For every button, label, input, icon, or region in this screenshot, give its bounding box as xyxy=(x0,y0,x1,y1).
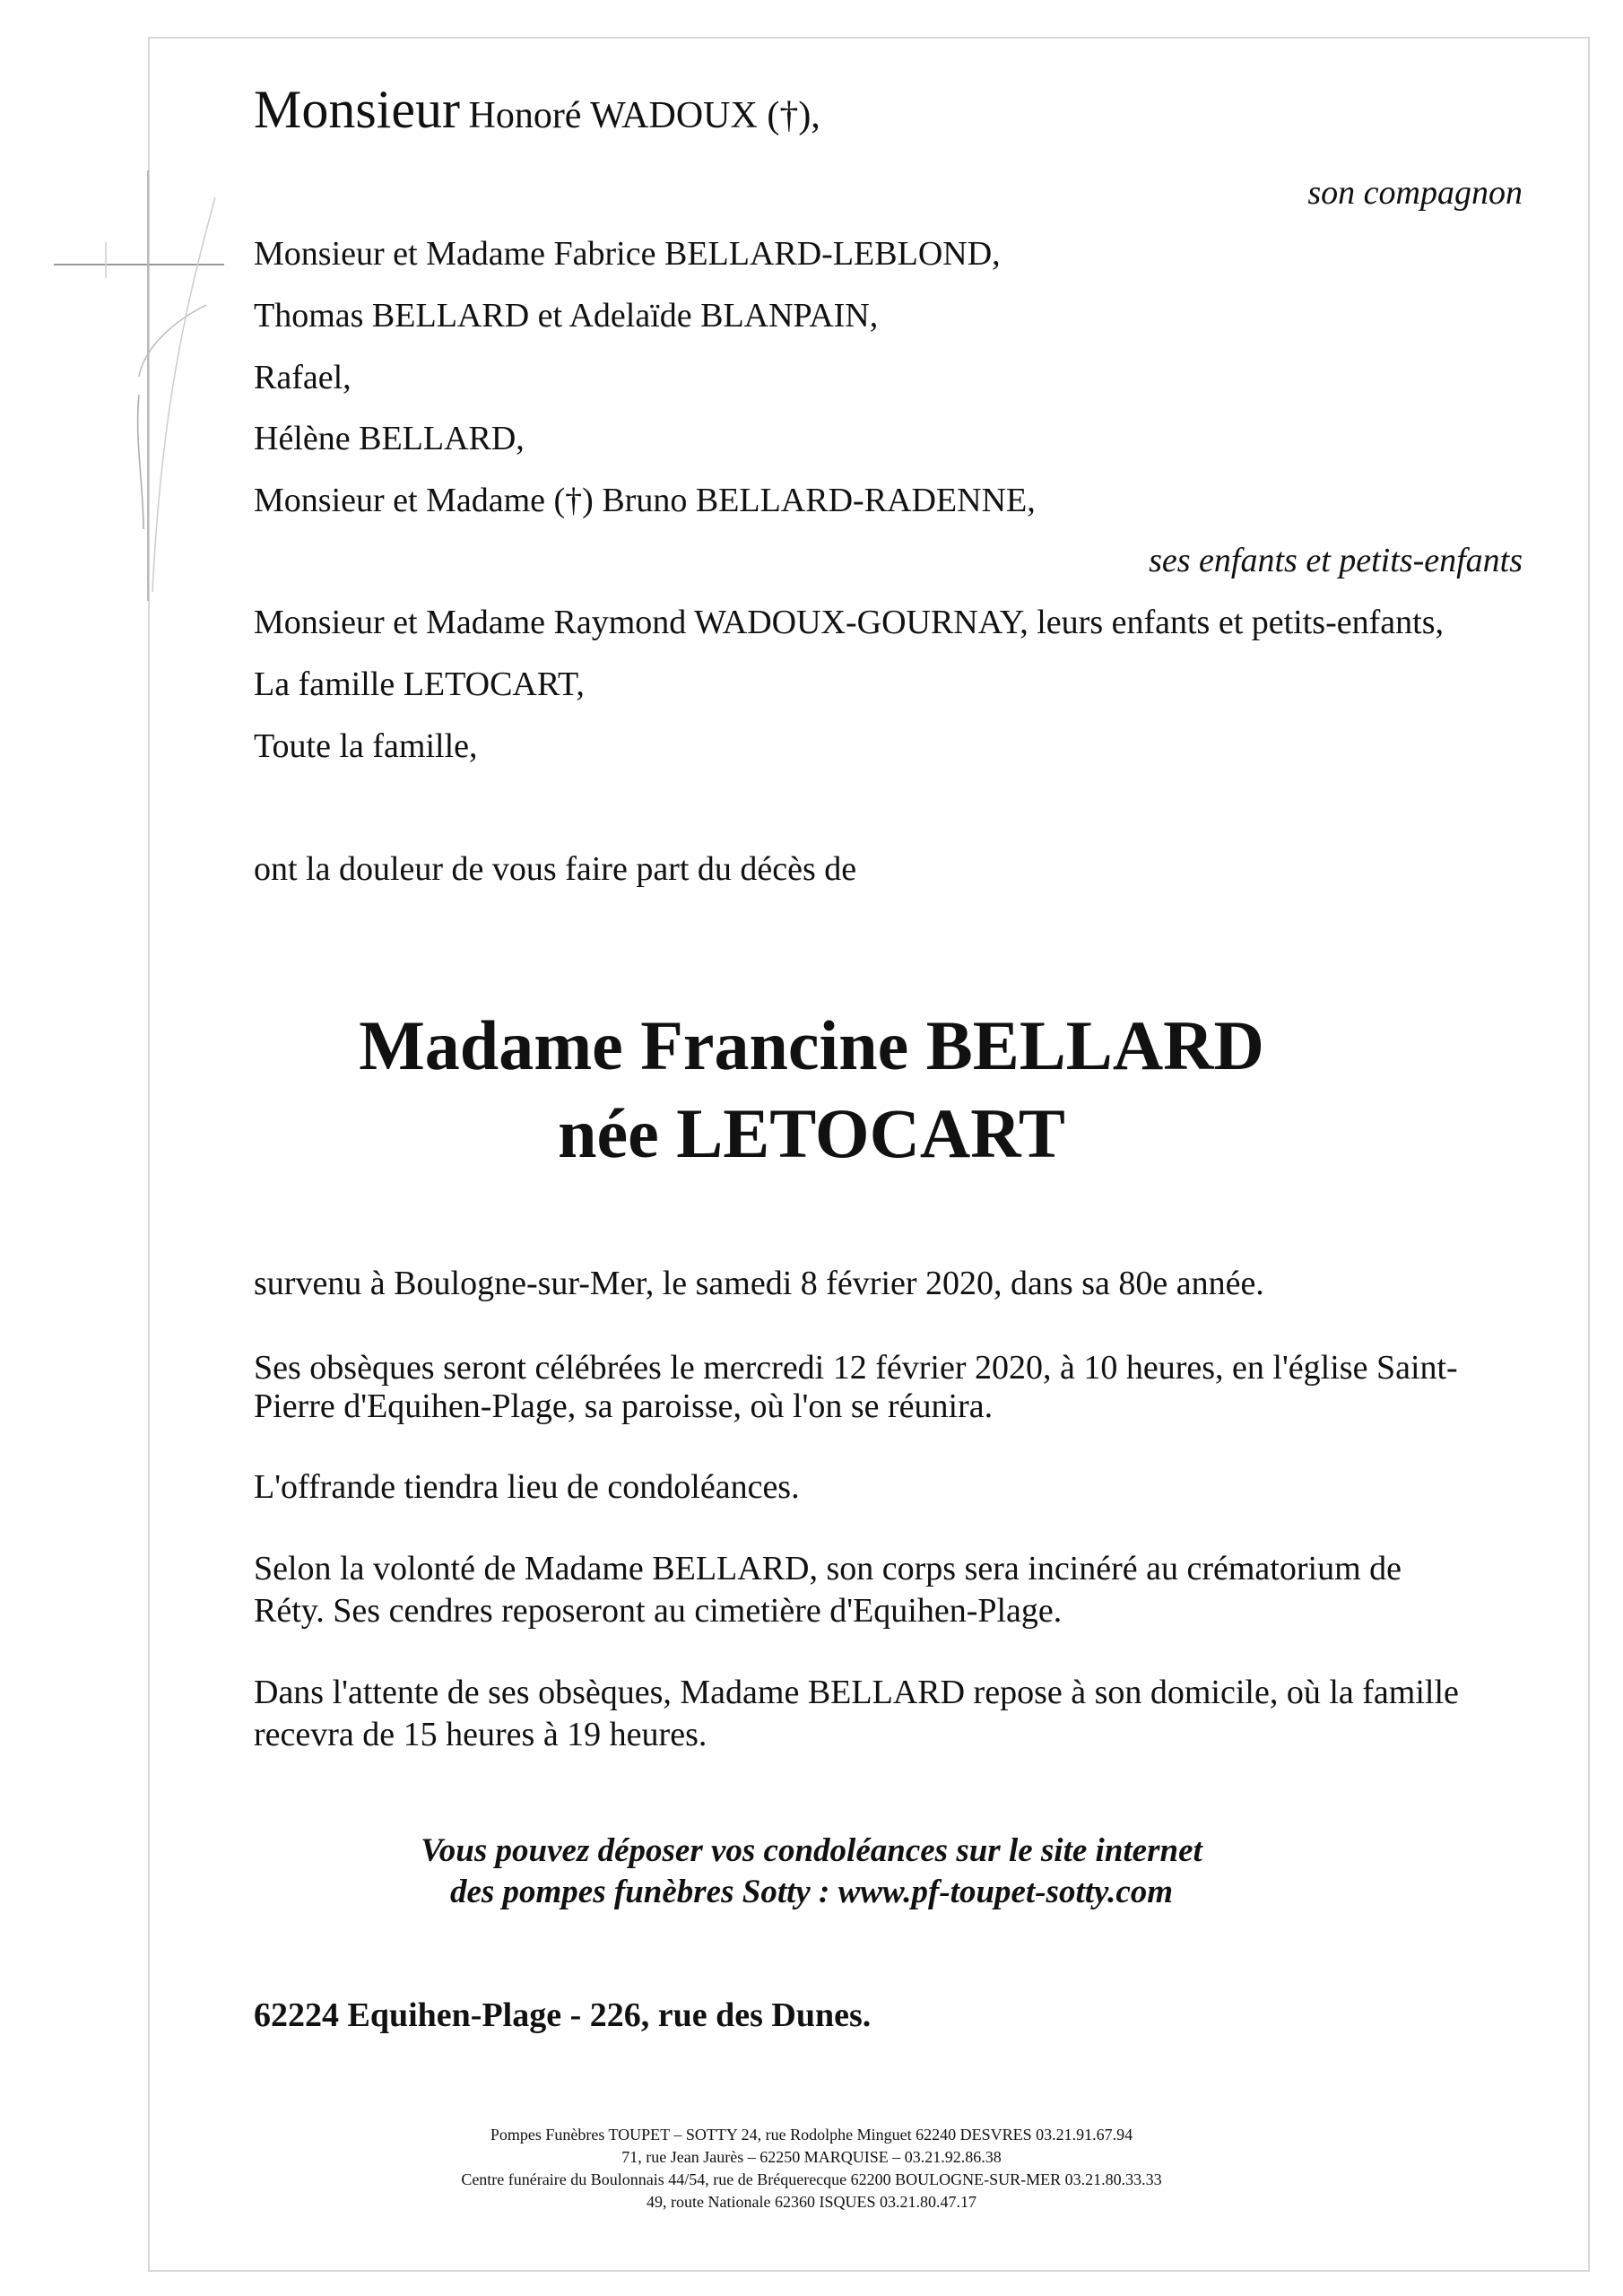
paragraph-line: Ses obsèques seront célébrées le mercredi 12 février 2020, à 10 heures, en l'église Saint- xyxy=(254,1349,1458,1387)
family-line: Rafael, xyxy=(254,359,352,396)
family-line: Monsieur et Madame Fabrice BELLARD-LEBLOND, xyxy=(254,235,1001,273)
condolences-line: Vous pouvez déposer vos condoléances sur le site internet xyxy=(421,1832,1202,1869)
children-role: ses enfants et petits-enfants xyxy=(1149,542,1523,579)
partner-line xyxy=(254,80,820,139)
cross-decoration-icon xyxy=(54,170,251,601)
family-line: Thomas BELLARD et Adelaïde BLANPAIN, xyxy=(254,297,879,335)
paragraph-line: Dans l'attente de ses obsèques, Madame BELLARD repose à son domicile, où la famille xyxy=(254,1674,1459,1711)
paragraph-line: recevra de 15 heures à 19 heures. xyxy=(254,1716,707,1753)
paragraph-line: Pierre d'Equihen-Plage, sa paroisse, où l'on se réunira. xyxy=(254,1387,994,1425)
paragraph-line: L'offrande tiendra lieu de condoléances. xyxy=(254,1468,800,1506)
title-word: Monsieur xyxy=(254,80,460,139)
footer-line: 71, rue Jean Jaurès – 62250 MARQUISE – 03.21.92.86.38 xyxy=(621,2148,1002,2166)
paragraph-line: Selon la volonté de Madame BELLARD, son corps sera incinéré au crématorium de xyxy=(254,1550,1402,1587)
partner-name: Honoré WADOUX (†), xyxy=(468,95,820,136)
paragraph-line: survenu à Boulogne-sur-Mer, le samedi 8 février 2020, dans sa 80e année. xyxy=(254,1265,1264,1302)
footer-line: Pompes Funèbres TOUPET – SOTTY 24, rue Rodolphe Minguet 62240 DESVRES 03.21.91.67.94 xyxy=(490,2126,1133,2144)
family-line: Monsieur et Madame (†) Bruno BELLARD-RADENNE, xyxy=(254,482,1036,519)
footer-line: Centre funéraire du Boulonnais 44/54, rue de Bréquerecque 62200 BOULOGNE-SUR-MER 03.21.80.33.33 xyxy=(461,2170,1162,2188)
partner-role: son compagnon xyxy=(1307,174,1523,212)
footer-line: 49, route Nationale 62360 ISQUES 03.21.80.47.17 xyxy=(647,2193,976,2211)
condolences-link[interactable]: des pompes funèbres Sotty : www.pf-toupet-sotty.com xyxy=(449,1874,1174,1910)
paragraph-line: Réty. Ses cendres reposeront au cimetière d'Equihen-Plage. xyxy=(254,1592,1063,1630)
home-address: 62224 Equihen-Plage - 226, rue des Dunes. xyxy=(254,1996,872,2034)
family-line: Toute la famille, xyxy=(254,727,478,765)
deceased-maiden-name: née LETOCART xyxy=(558,1094,1065,1172)
family-line: Hélène BELLARD, xyxy=(254,420,525,457)
family-line: La famille LETOCART, xyxy=(254,665,585,703)
family-line: Monsieur et Madame Raymond WADOUX-GOURNAY, leurs enfants et petits-enfants, xyxy=(254,604,1444,641)
deceased-name: Madame Francine BELLARD xyxy=(359,1006,1264,1084)
announcement: ont la douleur de vous faire part du décès de xyxy=(254,850,857,888)
